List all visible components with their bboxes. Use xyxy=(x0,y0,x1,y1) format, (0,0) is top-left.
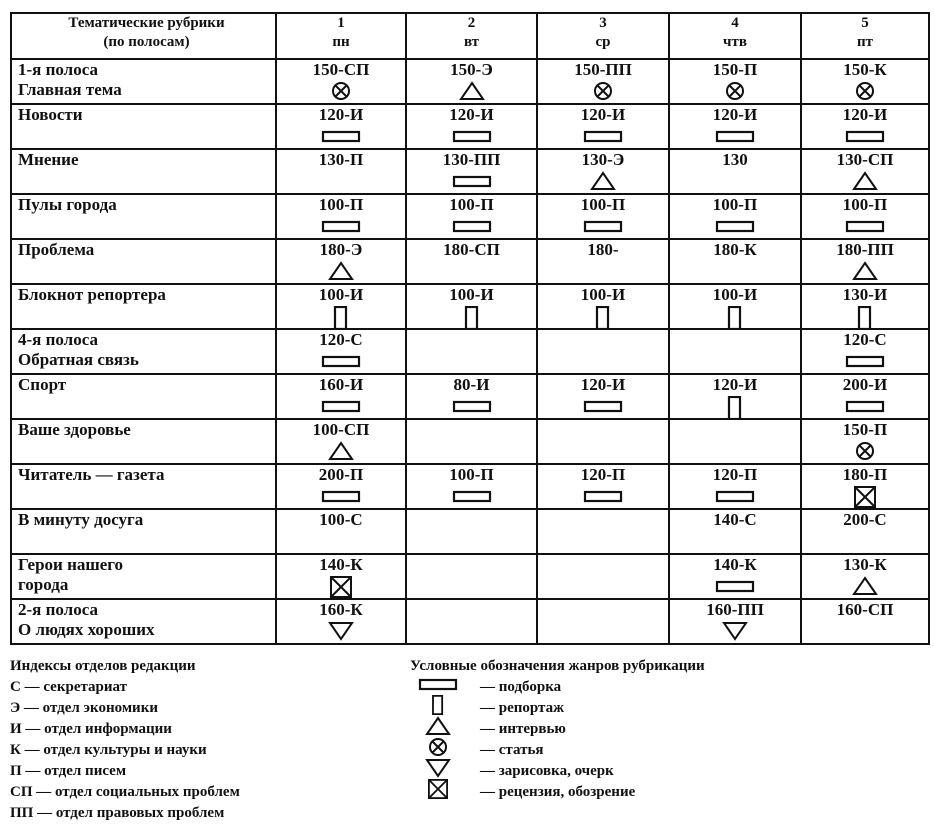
schedule-cell xyxy=(801,509,929,554)
schedule-cell xyxy=(406,509,537,554)
schedule-cell xyxy=(537,509,669,554)
table-header-row xyxy=(11,13,929,59)
day-number: 2 xyxy=(467,15,476,31)
rubric-name: Проблема xyxy=(18,240,95,259)
volume-department: 160-К xyxy=(319,600,363,619)
volume-department: 120-И xyxy=(712,105,758,124)
department-index-item: Э — отдел экономики xyxy=(10,700,158,716)
schedule-cell xyxy=(801,554,929,599)
table-row xyxy=(11,374,929,419)
genre-label: — статья xyxy=(480,742,544,758)
schedule-cell xyxy=(801,149,929,194)
rubric-name: 4-я полоса xyxy=(18,330,98,349)
volume-department: 100-СП xyxy=(312,420,370,439)
schedule-cell xyxy=(669,374,801,419)
volume-department: 200-П xyxy=(318,465,364,484)
department-index-item: И — отдел информации xyxy=(10,721,172,737)
review-box-x-icon xyxy=(410,779,480,806)
rubric-name: Спорт xyxy=(18,375,67,394)
department-index-item: ПП — отдел правовых проблем xyxy=(10,805,225,821)
article-circle-x-icon xyxy=(670,81,800,101)
schedule-cell xyxy=(669,599,801,644)
day-number: 4 xyxy=(731,15,739,31)
schedule-cell xyxy=(276,239,406,284)
schedule-cell xyxy=(537,59,669,104)
volume-department: 130-К xyxy=(843,555,887,574)
volume-department: 120-С xyxy=(319,330,363,349)
volume-department: 140-К xyxy=(713,555,757,574)
volume-department: 80-И xyxy=(453,375,490,394)
genre-symbol-legend xyxy=(410,656,705,803)
volume-department: 180-ПП xyxy=(836,240,894,259)
schedule-cell xyxy=(537,419,669,464)
rubric-name: Блокнот репортера xyxy=(18,285,166,304)
genre-label: — зарисовка, очерк xyxy=(480,763,614,779)
rubric-name: Обратная связь xyxy=(18,350,139,369)
schedule-cell xyxy=(669,149,801,194)
volume-department: 160-ПП xyxy=(706,600,764,619)
rubric-cell xyxy=(11,284,276,329)
department-index-item: СП — отдел социальных проблем xyxy=(10,784,240,800)
schedule-cell xyxy=(537,104,669,149)
volume-department: 180- xyxy=(587,240,619,259)
volume-department: 180-Э xyxy=(319,240,363,259)
genre-label: — репортаж xyxy=(480,700,564,716)
volume-department: 140-К xyxy=(319,555,363,574)
schedule-cell xyxy=(276,194,406,239)
rubric-cell xyxy=(11,239,276,284)
day-abbrev: пн xyxy=(332,34,350,50)
schedule-cell xyxy=(406,419,537,464)
day-abbrev: чтв xyxy=(723,34,747,50)
genre-label: — рецензия, обозрение xyxy=(480,784,636,800)
selection-rect-icon xyxy=(277,351,405,371)
report-rect-icon xyxy=(802,306,928,326)
schedule-cell xyxy=(406,374,537,419)
selection-rect-icon xyxy=(538,216,668,236)
schedule-cell xyxy=(801,464,929,509)
header-rubric-line: Тематические рубрики xyxy=(68,15,225,31)
schedule-cell xyxy=(801,284,929,329)
schedule-cell xyxy=(406,149,537,194)
selection-rect-icon xyxy=(407,396,536,416)
schedule-cell xyxy=(669,554,801,599)
volume-department: 100-И xyxy=(318,285,364,304)
schedule-cell xyxy=(801,104,929,149)
sketch-triangle-down-icon xyxy=(277,621,405,641)
report-rect-icon xyxy=(538,306,668,326)
table-row xyxy=(11,464,929,509)
schedule-cell xyxy=(276,59,406,104)
selection-rect-icon xyxy=(670,126,800,146)
volume-department: 130-ПП xyxy=(442,150,501,169)
day-number: 5 xyxy=(861,15,869,31)
volume-department: 160-СП xyxy=(836,600,894,619)
selection-rect-icon xyxy=(802,126,928,146)
volume-department: 120-И xyxy=(580,105,626,124)
table-row xyxy=(11,149,929,194)
table-row xyxy=(11,284,929,329)
volume-department: 100-П xyxy=(580,195,626,214)
article-circle-x-icon xyxy=(802,441,928,461)
schedule-cell xyxy=(537,554,669,599)
genre-legend-item xyxy=(410,782,705,803)
selection-rect-icon xyxy=(277,396,405,416)
selection-rect-icon xyxy=(407,171,536,191)
report-rect-icon xyxy=(670,396,800,416)
article-circle-x-icon xyxy=(538,81,668,101)
volume-department: 100-П xyxy=(842,195,888,214)
selection-rect-icon xyxy=(670,486,800,506)
selection-rect-icon xyxy=(277,126,405,146)
schedule-cell xyxy=(669,329,801,374)
interview-triangle-icon xyxy=(802,261,928,281)
rubric-cell xyxy=(11,104,276,149)
volume-department: 100-И xyxy=(449,285,494,304)
volume-department: 120-И xyxy=(580,375,626,394)
rubric-name: города xyxy=(18,575,69,594)
department-index-item: К — отдел культуры и науки xyxy=(10,742,207,758)
schedule-cell xyxy=(406,239,537,284)
schedule-cell xyxy=(406,104,537,149)
day-abbrev: пт xyxy=(856,34,873,50)
schedule-cell xyxy=(669,59,801,104)
interview-triangle-icon xyxy=(802,576,928,596)
schedule-cell xyxy=(669,464,801,509)
schedule-cell xyxy=(276,329,406,374)
rubric-name: Новости xyxy=(18,105,83,124)
day-abbrev: вт xyxy=(463,34,480,50)
interview-triangle-icon xyxy=(277,261,405,281)
table-row xyxy=(11,194,929,239)
volume-department: 120-И xyxy=(712,375,758,394)
table-row xyxy=(11,104,929,149)
table-row xyxy=(11,554,929,599)
schedule-cell xyxy=(406,284,537,329)
selection-rect-icon xyxy=(802,351,928,371)
volume-department: 120-П xyxy=(580,465,626,484)
rubric-name: Главная тема xyxy=(18,80,122,99)
schedule-cell xyxy=(801,239,929,284)
volume-department: 100-П xyxy=(318,195,364,214)
schedule-cell xyxy=(276,104,406,149)
volume-department: 130-Э xyxy=(581,150,625,169)
report-rect-icon xyxy=(670,306,800,326)
volume-department: 150-СП xyxy=(312,60,370,79)
volume-department: 100-П xyxy=(449,195,494,214)
schedule-cell xyxy=(276,509,406,554)
day-number: 1 xyxy=(337,15,345,31)
rubric-name: Пулы города xyxy=(18,195,117,214)
interview-triangle-icon xyxy=(538,171,668,191)
rubric-cell xyxy=(11,194,276,239)
schedule-cell xyxy=(801,194,929,239)
schedule-cell xyxy=(406,599,537,644)
interview-triangle-icon xyxy=(407,81,536,101)
schedule-cell xyxy=(801,329,929,374)
schedule-cell xyxy=(406,464,537,509)
schedule-cell xyxy=(801,599,929,644)
volume-department: 150-П xyxy=(712,60,758,79)
volume-department: 100-И xyxy=(580,285,626,304)
schedule-cell xyxy=(669,239,801,284)
schedule-cell xyxy=(276,284,406,329)
header-rubric-line: (по полосам) xyxy=(103,34,190,50)
schedule-cell xyxy=(406,554,537,599)
volume-department: 160-И xyxy=(318,375,364,394)
table-row xyxy=(11,509,929,554)
report-rect-icon xyxy=(407,306,536,326)
header-rubric xyxy=(11,13,276,59)
schedule-cell xyxy=(276,149,406,194)
volume-department: 100-П xyxy=(712,195,758,214)
selection-rect-icon xyxy=(407,126,536,146)
schedule-cell xyxy=(537,149,669,194)
rubric-cell xyxy=(11,374,276,419)
volume-department: 150-Э xyxy=(450,60,493,79)
day-abbrev: ср xyxy=(595,34,611,50)
rubric-cell xyxy=(11,509,276,554)
volume-department: 130-И xyxy=(842,285,888,304)
schedule-cell xyxy=(537,464,669,509)
volume-department: 180-П xyxy=(842,465,888,484)
rubric-schedule-table xyxy=(10,12,930,645)
selection-rect-icon xyxy=(802,396,928,416)
volume-department: 120-И xyxy=(449,105,494,124)
rubric-name: Ваше здоровье xyxy=(18,420,131,439)
volume-department: 150-ПП xyxy=(574,60,632,79)
selection-rect-icon xyxy=(802,216,928,236)
header-day-2 xyxy=(406,13,537,59)
schedule-cell xyxy=(537,599,669,644)
schedule-cell xyxy=(406,194,537,239)
schedule-cell xyxy=(276,464,406,509)
article-circle-x-icon xyxy=(277,81,405,101)
department-index-item: С — секретариат xyxy=(10,679,127,695)
schedule-cell xyxy=(537,284,669,329)
volume-department: 180-СП xyxy=(443,240,500,259)
rubric-cell xyxy=(11,464,276,509)
schedule-cell xyxy=(276,599,406,644)
legend-title: Условные обозначения жанров рубрикации xyxy=(410,658,705,674)
department-index-item: П — отдел писем xyxy=(10,763,127,779)
article-circle-x-icon xyxy=(802,81,928,101)
rubric-name: В минуту досуга xyxy=(18,510,144,529)
rubric-cell xyxy=(11,599,276,644)
schedule-cell xyxy=(669,284,801,329)
day-number: 3 xyxy=(599,15,607,31)
report-rect-icon xyxy=(277,306,405,326)
selection-rect-icon xyxy=(277,486,405,506)
rubric-cell xyxy=(11,329,276,374)
genre-label: — интервью xyxy=(480,721,566,737)
rubric-name: Читатель — газета xyxy=(18,465,165,484)
schedule-cell xyxy=(801,374,929,419)
review-box-x-icon xyxy=(802,486,928,506)
rubric-cell xyxy=(11,149,276,194)
volume-department: 200-И xyxy=(842,375,888,394)
schedule-cell xyxy=(537,329,669,374)
volume-department: 130-СП xyxy=(836,150,894,169)
table-row xyxy=(11,599,929,644)
legend-title: Индексы отделов редакции xyxy=(10,658,196,674)
volume-department: 130 xyxy=(722,150,748,169)
schedule-cell xyxy=(537,374,669,419)
rubric-name: Мнение xyxy=(18,150,79,169)
rubric-cell xyxy=(11,59,276,104)
schedule-cell xyxy=(801,59,929,104)
rubric-name: Герои нашего xyxy=(18,555,124,574)
rubric-cell xyxy=(11,419,276,464)
volume-department: 100-И xyxy=(712,285,758,304)
volume-department: 150-К xyxy=(843,60,887,79)
interview-triangle-icon xyxy=(277,441,405,461)
header-day-3 xyxy=(537,13,669,59)
volume-department: 100-П xyxy=(449,465,494,484)
volume-department: 120-С xyxy=(843,330,887,349)
volume-department: 150-П xyxy=(842,420,888,439)
volume-department: 120-И xyxy=(842,105,888,124)
rubric-cell xyxy=(11,554,276,599)
review-box-x-icon xyxy=(277,576,405,596)
schedule-cell xyxy=(537,239,669,284)
volume-department: 120-И xyxy=(318,105,364,124)
interview-triangle-icon xyxy=(802,171,928,191)
selection-rect-icon xyxy=(538,126,668,146)
selection-rect-icon xyxy=(538,486,668,506)
genre-label: — подборка xyxy=(480,679,562,695)
selection-rect-icon xyxy=(670,576,800,596)
selection-rect-icon xyxy=(407,216,536,236)
volume-department: 140-С xyxy=(713,510,757,529)
schedule-cell xyxy=(669,194,801,239)
schedule-cell xyxy=(276,554,406,599)
schedule-cell xyxy=(406,59,537,104)
volume-department: 130-П xyxy=(318,150,364,169)
table-row xyxy=(11,239,929,284)
schedule-cell xyxy=(276,374,406,419)
table-row xyxy=(11,59,929,104)
schedule-cell xyxy=(537,194,669,239)
schedule-cell xyxy=(801,419,929,464)
table-row xyxy=(11,419,929,464)
rubric-name: О людях хороших xyxy=(18,620,155,639)
selection-rect-icon xyxy=(670,216,800,236)
table-row xyxy=(11,329,929,374)
header-day-1 xyxy=(276,13,406,59)
sketch-triangle-down-icon xyxy=(670,621,800,641)
volume-department: 180-К xyxy=(713,240,757,259)
selection-rect-icon xyxy=(277,216,405,236)
department-index-legend xyxy=(10,656,240,824)
volume-department: 200-С xyxy=(843,510,887,529)
selection-rect-icon xyxy=(407,486,536,506)
rubric-name: 2-я полоса xyxy=(18,600,98,619)
schedule-cell xyxy=(276,419,406,464)
schedule-cell xyxy=(669,509,801,554)
header-day-4 xyxy=(669,13,801,59)
schedule-cell xyxy=(406,329,537,374)
rubric-name: 1-я полоса xyxy=(18,60,98,79)
selection-rect-icon xyxy=(538,396,668,416)
schedule-cell xyxy=(669,104,801,149)
volume-department: 120-П xyxy=(712,465,758,484)
schedule-cell xyxy=(669,419,801,464)
header-day-5 xyxy=(801,13,929,59)
volume-department: 100-С xyxy=(319,510,363,529)
